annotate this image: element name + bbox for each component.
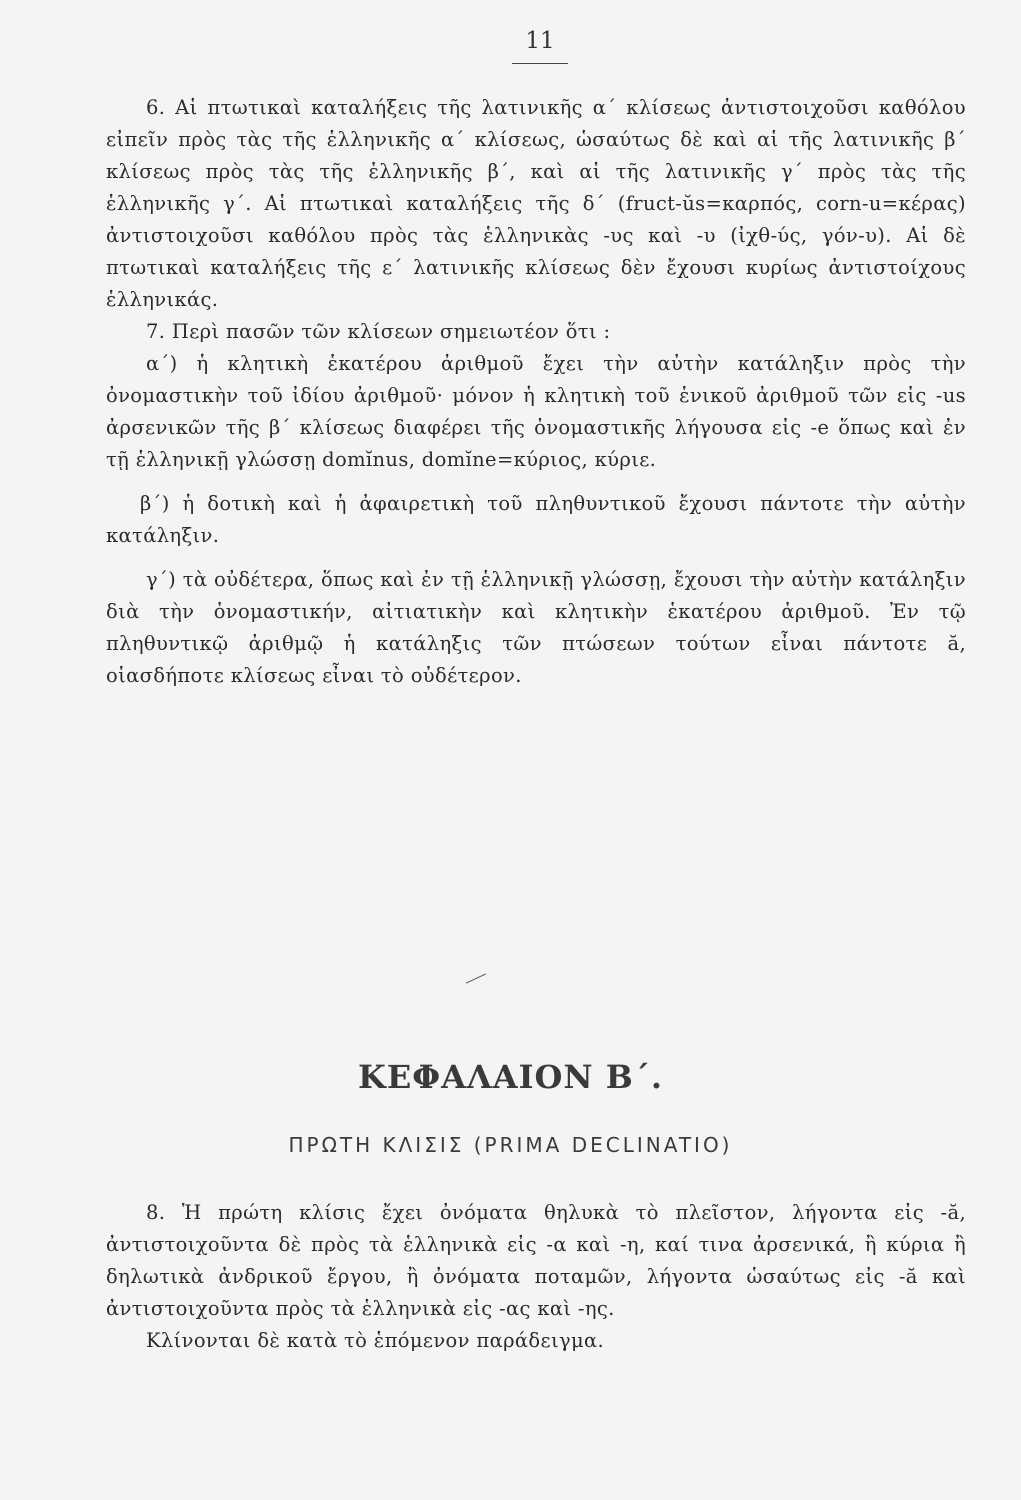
paragraph-section-8: 8. Ἡ πρώτη κλίσις ἔχει ὀνόματα θηλυκὰ τὸ πλεῖστον, λήγοντα εἰς -ă, ἀντιστοιχοῦντα δὲ πρὸς τὰ ἑλληνικὰ εἰς -α καὶ -η, καί τινα ἀρσενικά, ἢ κύρια ἢ δηλωτικὰ ἀνδρικοῦ ἔργου, ἢ ὀνόματα ποταμῶν, λήγοντα ὡσαύτως εἰς -ă καὶ ἀντιστοιχοῦντα πρὸς τὰ ἑλληνικὰ εἰς -ας καὶ -ης. bbox=[106, 1201, 966, 1320]
lower-text-block bbox=[106, 1197, 966, 1357]
paragraph-section-7-c: γ΄) τὰ οὐδέτερα, ὅπως καὶ ἐν τῇ ἑλληνικῇ γλώσσῃ, ἔχουσι τὴν αὐτὴν κατάληξιν διὰ τὴν ὀνομαστικήν, αἰτιατικὴν καὶ κλητικὴν ἑκατέρου ἀριθμοῦ. Ἐν τῷ πληθυντικῷ ἀριθμῷ ἡ κατάληξις τῶν πτώσεων τούτων εἶναι πάντοτε ă, οἱασδήποτε κλίσεως εἶναι τὸ οὐδέτερον. bbox=[106, 568, 966, 687]
paragraph-section-7-b: β΄) ἡ δοτικὴ καὶ ἡ ἀφαιρετικὴ τοῦ πληθυντικοῦ ἔχουσι πάντοτε τὴν αὐτὴν κατάληξιν. bbox=[106, 492, 966, 547]
closing-line: Κλίνονται δὲ κατὰ τὸ ἑπόμενον παράδειγμα. bbox=[146, 1329, 605, 1352]
upper-text-block bbox=[106, 92, 966, 692]
page-number: 11 bbox=[525, 28, 555, 54]
header-rule bbox=[512, 63, 568, 64]
chapter-title: ΚΕΦΑΛΑΙΟΝ Β΄. bbox=[358, 1058, 663, 1096]
separator-mark bbox=[466, 973, 486, 983]
paragraph-section-6: 6. Αἱ πτωτικαὶ καταλήξεις τῆς λατινικῆς α΄ κλίσεως ἀντιστοιχοῦσι καθόλου εἰπεῖν πρὸς τὰς τῆς ἑλληνικῆς α΄ κλίσεως, ὡσαύτως δὲ καὶ αἱ τῆς λατινικῆς β΄ κλίσεως πρὸς τὰς τῆς ἑλληνικῆς β΄, καὶ αἱ τῆς λατινικῆς γ΄ πρὸς τὰς τῆς ἑλληνικῆς γ΄. Αἱ πτωτικαὶ καταλήξεις τῆς δ΄ (fruct-ŭs=καρπός, corn-u=κέρας) ἀντιστοιχοῦσι καθόλου πρὸς τὰς ἑλληνικὰς -υς καὶ -υ (ἰχθ-ύς, γόν-υ). Αἱ δὲ πτωτικαὶ καταλήξεις τῆς ε΄ λατινικῆς κλίσεως δὲν ἔχουσι κυρίως ἀντιστοίχους ἑλληνικάς. bbox=[106, 96, 966, 311]
section-subheading: ΠΡΩΤΗ ΚΛΙΣΙΣ (PRIMA DECLINATIO) bbox=[288, 1133, 733, 1157]
paragraph-section-7-a: α΄) ἡ κλητικὴ ἑκατέρου ἀριθμοῦ ἔχει τὴν αὐτὴν κατάληξιν πρὸς τὴν ὀνομαστικὴν τοῦ ἰδίου ἀριθμοῦ· μόνον ἡ κλητικὴ τοῦ ἑνικοῦ ἀριθμοῦ τῶν εἰς -us ἀρσενικῶν τῆς β΄ κλίσεως διαφέρει τῆς ὀνομαστικῆς λήγουσα εἰς -e ὅπως καὶ ἐν τῇ ἑλληνικῇ γλώσσῃ domĭnus, domĭne=κύριος, κύριε. bbox=[106, 352, 966, 471]
paragraph-section-7-intro: 7. Περὶ πασῶν τῶν κλίσεων σημειωτέον ὅτι : bbox=[146, 320, 611, 343]
